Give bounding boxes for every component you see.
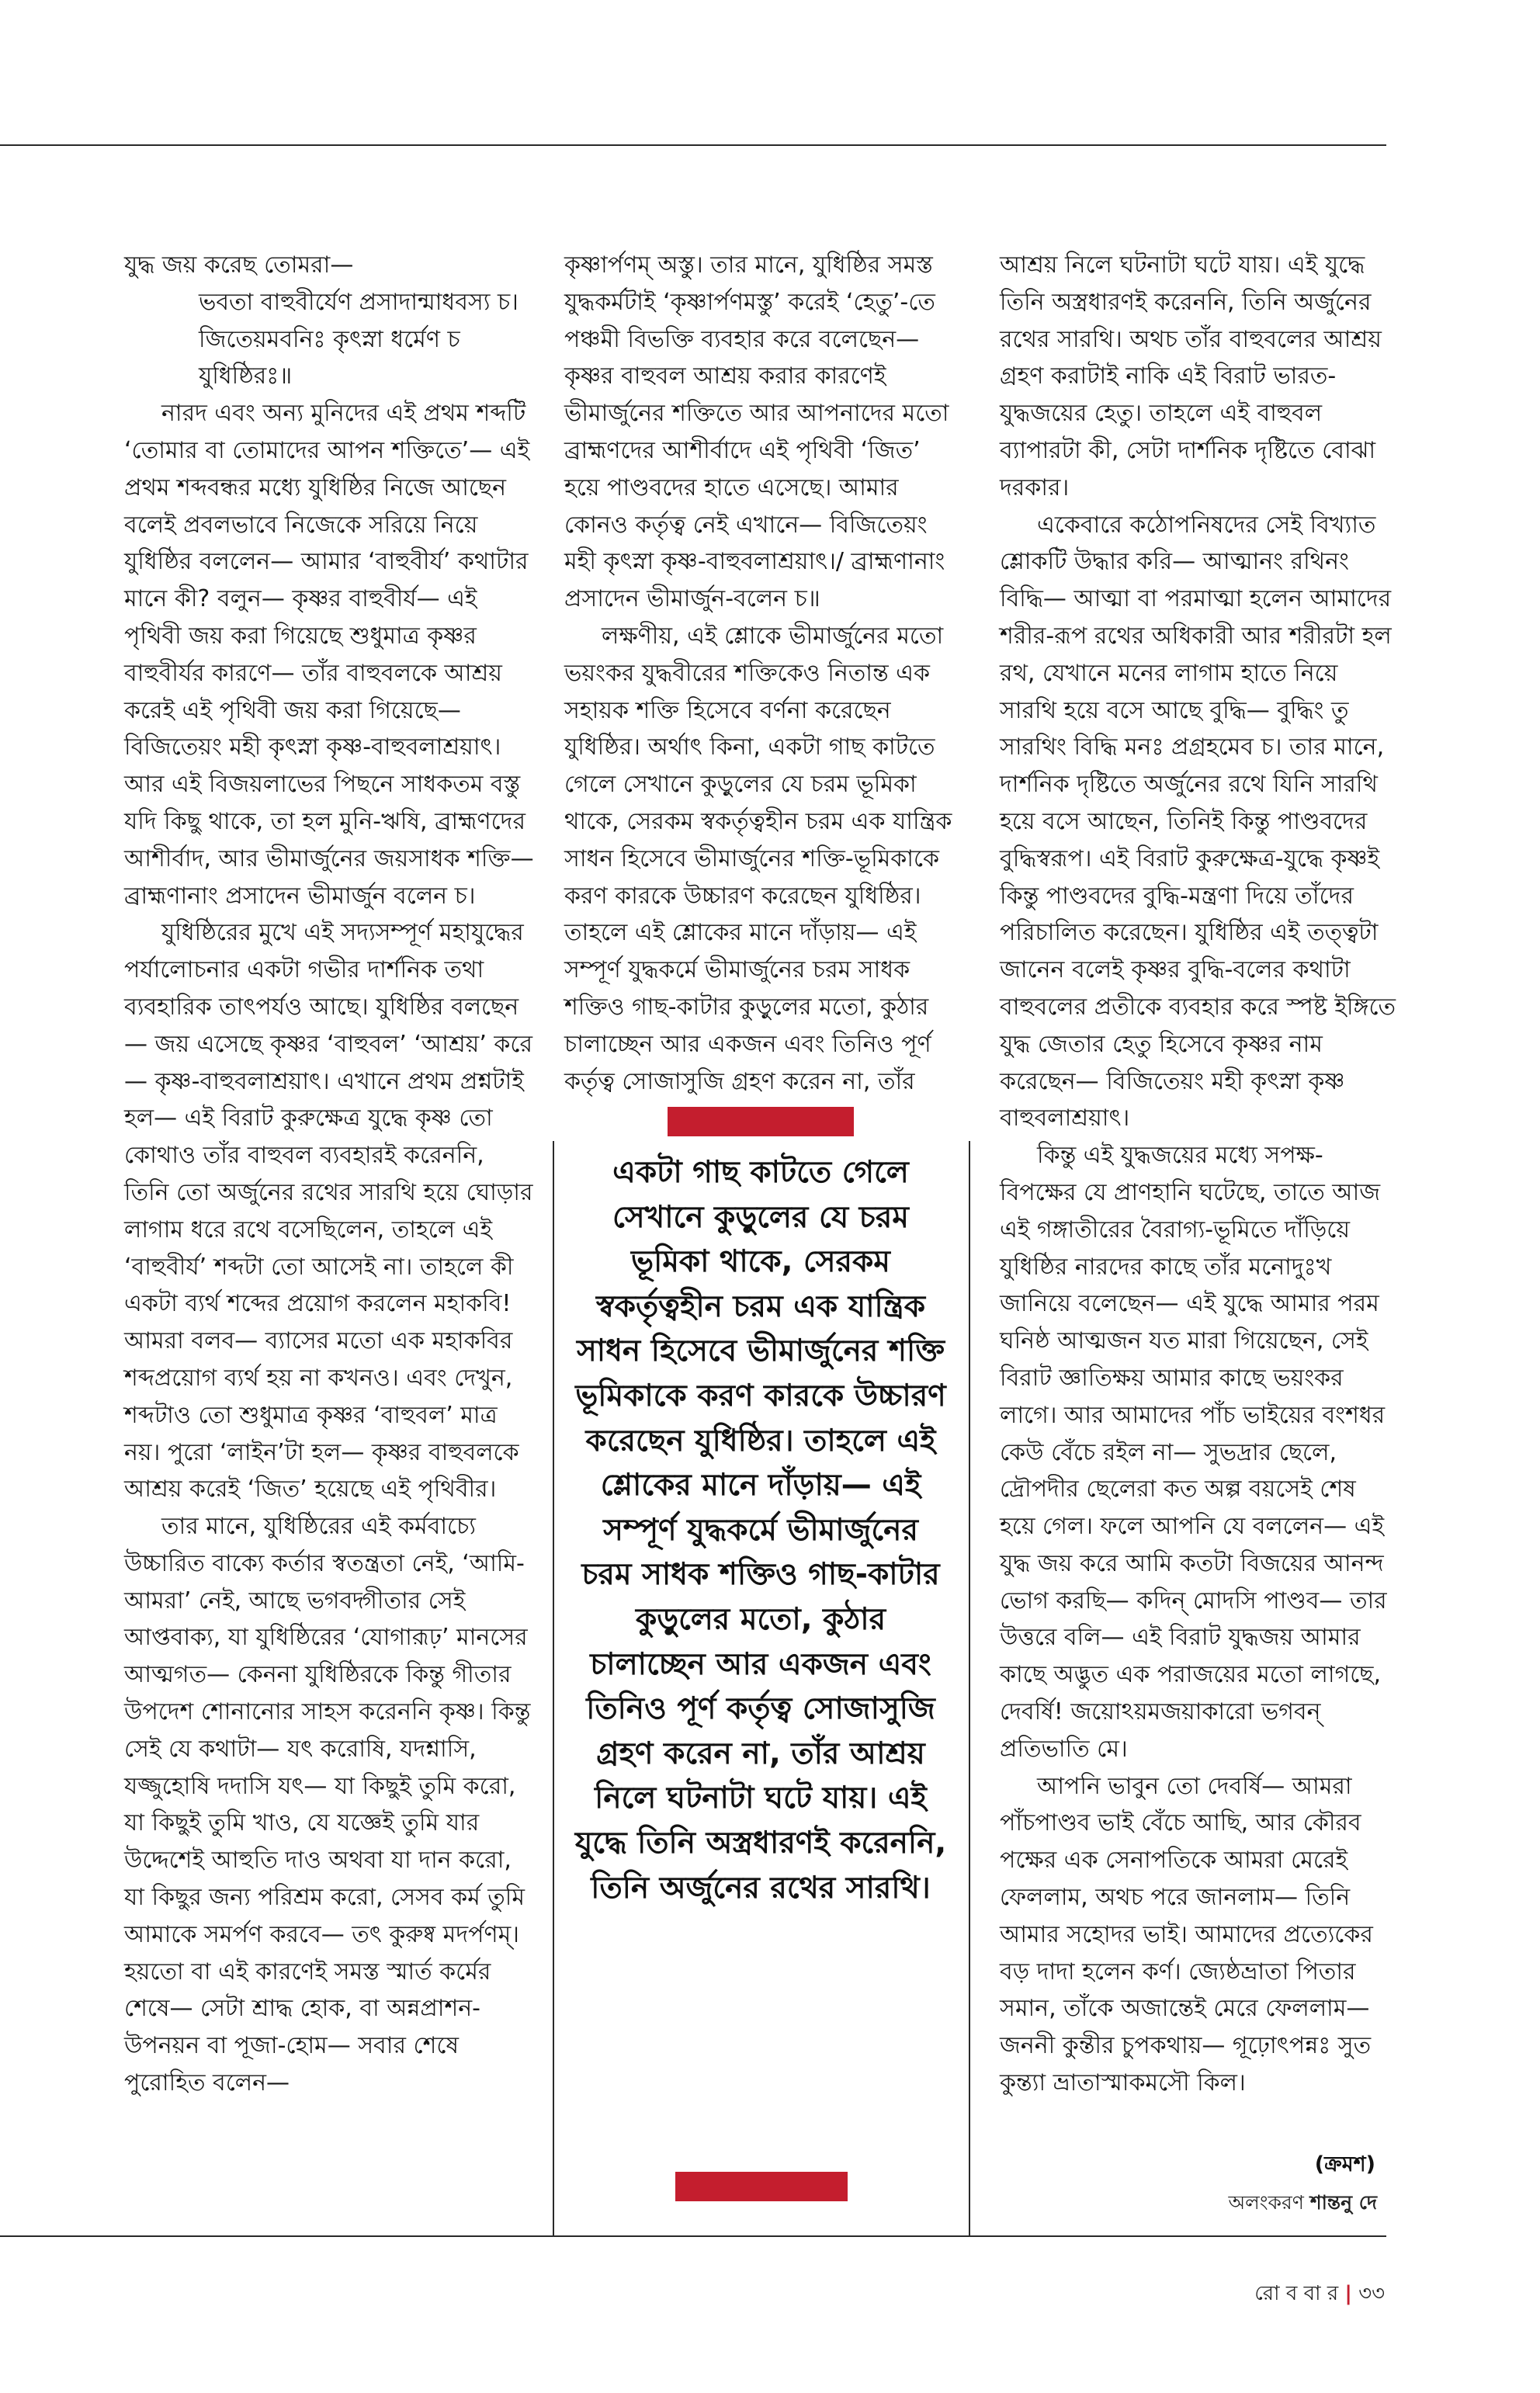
pullquote-bottom-bar xyxy=(675,2172,848,2201)
magazine-name: রো ব বা র xyxy=(1254,2282,1339,2305)
paragraph: আপনি ভাবুন তো দেবর্ষি— আমরা পাঁচপাণ্ডব ভাই বেঁচে আছি, আর কৌরব পক্ষের এক সেনাপতিকে আমরা মেরেই ফেললাম, অথচ পরে জানলাম— তিনি আমার সহোদর ভাই। আমাদের প্রত্যেকের বড় দাদা হলেন কর্ণ। জ্যেষ্ঠভ্রাতা পিতার সমান, তাঁকে অজান্তেই মেরে ফেললাম— জননী কুন্তীর চুপকথায়— গূঢ়োৎপন্নঃ সুত কুন্ত্যা ভ্রাতাস্মাকমসৌ কিল। xyxy=(1000,1772,1373,2097)
paragraph: যুদ্ধ জয় করেছ তোমরা— xyxy=(124,251,354,279)
paragraph: কিন্তু এই যুদ্ধজয়ের মধ্যে সপক্ষ-বিপক্ষের যে প্রাণহানি ঘটেছে, তাতে আজ এই গঙ্গাতীরের বৈরাগ্য-ভূমিতে দাঁড়িয়ে যুধিষ্ঠির নারদের কাছে তাঁর মনোদুঃখ জানিয়ে বলেছেন— এই যুদ্ধে আমার পরম ঘনিষ্ঠ আত্মজন যত মারা গিয়েছেন, সেই বিরাট জ্ঞাতিক্ষয় আমার কাছে ভয়ংকর লাগে। আর আমাদের পাঁচ ভাইয়ের বংশধর কেউ বেঁচে রইল না— সুভদ্রার ছেলে, দ্রৌপদীর ছেলেরা কত অল্প বয়সেই শেষ হয়ে গেল। ফলে আপনি যে বললেন— এই যুদ্ধ জয় করে আমি কতটা বিজয়ের আনন্দ ভোগ করছি— কদিন্‌ মোদসি পাণ্ডব— তার উত্তরে বলি— এই বিরাট যুদ্ধজয় আমার কাছে অদ্ভুত এক পরাজয়ের মতো লাগছে, দেবর্ষি! জয়োঽয়মজয়াকারো ভগবন্‌ প্রতিভাতি মে। xyxy=(1000,1142,1387,1763)
paragraph: যুধিষ্ঠিরের মুখে এই সদ্যসম্পূর্ণ মহাযুদ্ধের পর্যালোচনার একটা গভীর দার্শনিক তথা ব্যবহারিক তাৎপর্যও আছে। যুধিষ্ঠির বলছেন— জয় এসেছে কৃষ্ণর ‘বাহুবল’ ‘আশ্রয়’ করে— কৃষ্ণ-বাহুবলাশ্রয়াৎ। এখানে প্রথম প্রশ্নটাই হল— এই বিরাট কুরুক্ষেত্র যুদ্ধে কৃষ্ণ তো কোথাও তাঁর বাহুবল ব্যবহারই করেননি, তিনি তো অর্জুনের রথের সারথি হয়ে ঘোড়ার লাগাম ধরে রথে বসেছিলেন, তাহলে এই ‘বাহুবীর্য’ শব্দটা তো আসেই না। তাহলে কী একটা ব্যর্থ শব্দের প্রয়োগ করলেন মহাকবি! আমরা বলব— ব্যাসের মতো এক মহাকবির শব্দপ্রয়োগ ব্যর্থ হয় না কখনও। এবং দেখুন, শব্দটাও তো শুধুমাত্র কৃষ্ণর ‘বাহুবল’ মাত্র নয়। পুরো ‘লাইন’টা হল— কৃষ্ণর বাহুবলকে আশ্রয় করেই ‘জিত’ হয়েছে এই পৃথিবীর। xyxy=(124,919,533,1503)
sanskrit-verse-line: ভবতা বাহুবীর্যেণ প্রসাদান্মাধবস্য চ। xyxy=(199,288,519,316)
paragraph: একেবারে কঠোপনিষদের সেই বিখ্যাত শ্লোকটি উদ্ধার করি— আত্মানং রথিনং বিদ্ধি— আত্মা বা পরমাত্মা হলেন আমাদের শরীর-রূপ রথের অধিকারী আর শরীরটা হল রথ, যেখানে মনের লাগাম হাতে নিয়ে সারথি হয়ে বসে আছে বুদ্ধি— বুদ্ধিং তু সারথিং বিদ্ধি মনঃ প্রগ্রহমেব চ। তার মানে, দার্শনিক দৃষ্টিতে অর্জুনের রথে যিনি সারথি হয়ে বসে আছেন, তিনিই কিন্তু পাণ্ডবদের বুদ্ধিস্বরূপ। এই বিরাট কুরুক্ষেত্র-যুদ্ধে কৃষ্ণই কিন্তু পাণ্ডবদের বুদ্ধি-মন্ত্রণা দিয়ে তাঁদের পরিচালিত করেছেন। যুধিষ্ঠির এই তত্ত্বটা জানেন বলেই কৃষ্ণর বুদ্ধি-বলের কথাটা বাহুবলের প্রতীকে ব্যবহার করে স্পষ্ট ইঙ্গিতে যুদ্ধ জেতার হেতু হিসেবে কৃষ্ণর নাম করেছেন— বিজিতেয়ং মহী কৃৎস্না কৃষ্ণ বাহুবলাশ্রয়াৎ। xyxy=(1000,511,1396,1132)
credit-name: শান্তনু দে xyxy=(1309,2191,1377,2214)
page-footer xyxy=(1254,2277,1385,2311)
sanskrit-verse-line: জিতেয়মবনিঃ কৃৎস্না ধর্মেণ চ যুধিষ্ঠিরঃ॥ xyxy=(199,325,460,390)
column-divider-right xyxy=(969,1141,970,2235)
pull-quote xyxy=(574,1150,947,1910)
paragraph: তার মানে, যুধিষ্ঠিরের এই কর্মবাচ্যে উচ্চারিত বাক্যে কর্তার স্বতন্ত্রতা নেই, ‘আমি-আমরা’ নেই, আছে ভগবদ্গীতার সেই আপ্তবাক্য, যা যুধিষ্ঠিরের ‘যোগারূঢ়’ মানসের আত্মগত— কেননা যুধিষ্ঠিরকে কিন্তু গীতার উপদেশ শোনানোর সাহস করেননি কৃষ্ণ। কিন্তু সেই যে কথাটা— যৎ করোষি, যদশ্নাসি, যজ্জুহোষি দদাসি যৎ— যা কিছুই তুমি করো, যা কিছুই তুমি খাও, যে যজ্ঞেই তুমি যার উদ্দেশেই আহুতি দাও অথবা যা দান করো, যা কিছুর জন্য পরিশ্রম করো, সেসব কর্ম তুমি আমাকে সমর্পণ করবে— তৎ কুরুষ্ব মদর্পণম্‌। হয়তো বা এই কারণেই সমস্ত স্মার্ত কর্মের শেষে— সেটা শ্রাদ্ধ হোক, বা অন্নপ্রাশন-উপনয়ন বা পূজা-হোম— সবার শেষে পুরোহিত বলেন— xyxy=(124,1513,531,2097)
bottom-rule xyxy=(0,2235,1386,2237)
footer-separator: | xyxy=(1344,2282,1352,2305)
pull-quote-text: একটা গাছ কাটতে গেলে সেখানে কুড়ুলের যে চরম ভূমিকা থাকে, সেরকম স্বকর্তৃত্বহীন চরম এক যান্ত্রিক সাধন হিসেবে ভীমার্জুনের শক্তি ভূমিকাকে করণ কারকে উচ্চারণ করেছেন যুধিষ্ঠির। তাহলে এই শ্লোকের মানে দাঁড়ায়— এই সম্পূর্ণ যুদ্ধকর্মে ভীমার্জুনের চরম সাধক শক্তিও গাছ-কাটার কুড়ুলের মতো, কুঠার চালাচ্ছেন আর একজন এবং তিনিও পূর্ণ কর্তৃত্ব সোজাসুজি গ্রহণ করেন না, তাঁর আশ্রয় নিলে ঘটনাটা ঘটে যায়। এই যুদ্ধে তিনি অস্ত্রধারণই করেননি, তিনি অর্জুনের রথের সারথি। xyxy=(574,1155,947,1906)
credit-label: অলংকরণ xyxy=(1228,2191,1304,2214)
column-divider-left xyxy=(553,1141,554,2235)
article-column-3 xyxy=(1000,247,1396,2102)
continued-marker: (ক্রমশ) xyxy=(1314,2152,1375,2176)
pullquote-top-bar xyxy=(668,1107,854,1136)
paragraph: লক্ষণীয়, এই শ্লোকে ভীমার্জুনের মতো ভয়ংকর যুদ্ধবীরের শক্তিকেও নিতান্ত এক সহায়ক শক্তি হিসেবে বর্ণনা করেছেন যুধিষ্ঠির। অর্থাৎ কিনা, একটা গাছ কাটতে গেলে সেখানে কুড়ুলের যে চরম ভূমিকা থাকে, সেরকম স্বকর্তৃত্বহীন চরম এক যান্ত্রিক সাধন হিসেবে ভীমার্জুনের শক্তি-ভূমিকাকে করণ কারকে উচ্চারণ করেছেন যুধিষ্ঠির। তাহলে এই শ্লোকের মানে দাঁড়ায়— এই সম্পূর্ণ যুদ্ধকর্মে ভীমার্জুনের চরম সাধক শক্তিও গাছ-কাটার কুড়ুলের মতো, কুঠার চালাচ্ছেন আর একজন এবং তিনিও পূর্ণ কর্তৃত্ব সোজাসুজি গ্রহণ করেন না, তাঁর xyxy=(564,622,952,1095)
paragraph: আশ্রয় নিলে ঘটনাটা ঘটে যায়। এই যুদ্ধে তিনি অস্ত্রধারণই করেননি, তিনি অর্জুনের রথের সারথি। অথচ তাঁর বাহুবলের আশ্রয় গ্রহণ করাটাই নাকি এই বিরাট ভারত-যুদ্ধজয়ের হেতু। তাহলে এই বাহুবল ব্যাপারটা কী, সেটা দার্শনিক দৃষ্টিতে বোঝা দরকার। xyxy=(1000,251,1382,501)
illustration-credit xyxy=(1228,2187,1377,2221)
top-rule xyxy=(0,144,1386,146)
article-column-2 xyxy=(564,247,957,1100)
paragraph: নারদ এবং অন্য মুনিদের এই প্রথম শব্দটি ‘তোমার বা তোমাদের আপন শক্তিতে’— এই প্রথম শব্দবন্ধর মধ্যে যুধিষ্ঠির নিজে আছেন বলেই প্রবলভাবে নিজেকে সরিয়ে নিয়ে যুধিষ্ঠির বললেন— আমার ‘বাহুবীর্য’ কথাটার মানে কী? বলুন— কৃষ্ণর বাহুবীর্য— এই পৃথিবী জয় করা গিয়েছে শুধুমাত্র কৃষ্ণর বাহুবীর্যর কারণে— তাঁর বাহুবলকে আশ্রয় করেই এই পৃথিবী জয় করা গিয়েছে— বিজিতেয়ং মহী কৃৎস্না কৃষ্ণ-বাহুবলাশ্রয়াৎ। আর এই বিজয়লাভের পিছনে সাধকতম বস্তু যদি কিছু থাকে, তা হল মুনি-ঋষি, ব্রাহ্মণদের আশীর্বাদ, আর ভীমার্জুনের জয়সাধক শক্তি— ব্রাহ্মণানাং প্রসাদেন ভীমার্জুন বলেন চ। xyxy=(124,400,534,910)
article-column-1 xyxy=(124,247,536,2102)
paragraph: কৃষ্ণার্পণম্‌ অস্তু। তার মানে, যুধিষ্ঠির সমস্ত যুদ্ধকর্মটাই ‘কৃষ্ণার্পণমস্তু’ করেই ‘হেতু’-তে পঞ্চমী বিভক্তি ব্যবহার করে বলেছেন— কৃষ্ণর বাহুবল আশ্রয় করার কারণেই ভীমার্জুনের শক্তিতে আর আপনাদের মতো ব্রাহ্মণদের আশীর্বাদে এই পৃথিবী ‘জিত’ হয়ে পাণ্ডবদের হাতে এসেছে। আমার কোনও কর্তৃত্ব নেই এখানে— বিজিতেয়ং মহী কৃৎস্না কৃষ্ণ-বাহুবলাশ্রয়াৎ।/ ব্রাহ্মণানাং প্রসাদেন ভীমার্জুন-বলেন চ॥ xyxy=(564,251,949,613)
page-number: ৩৩ xyxy=(1358,2282,1385,2305)
